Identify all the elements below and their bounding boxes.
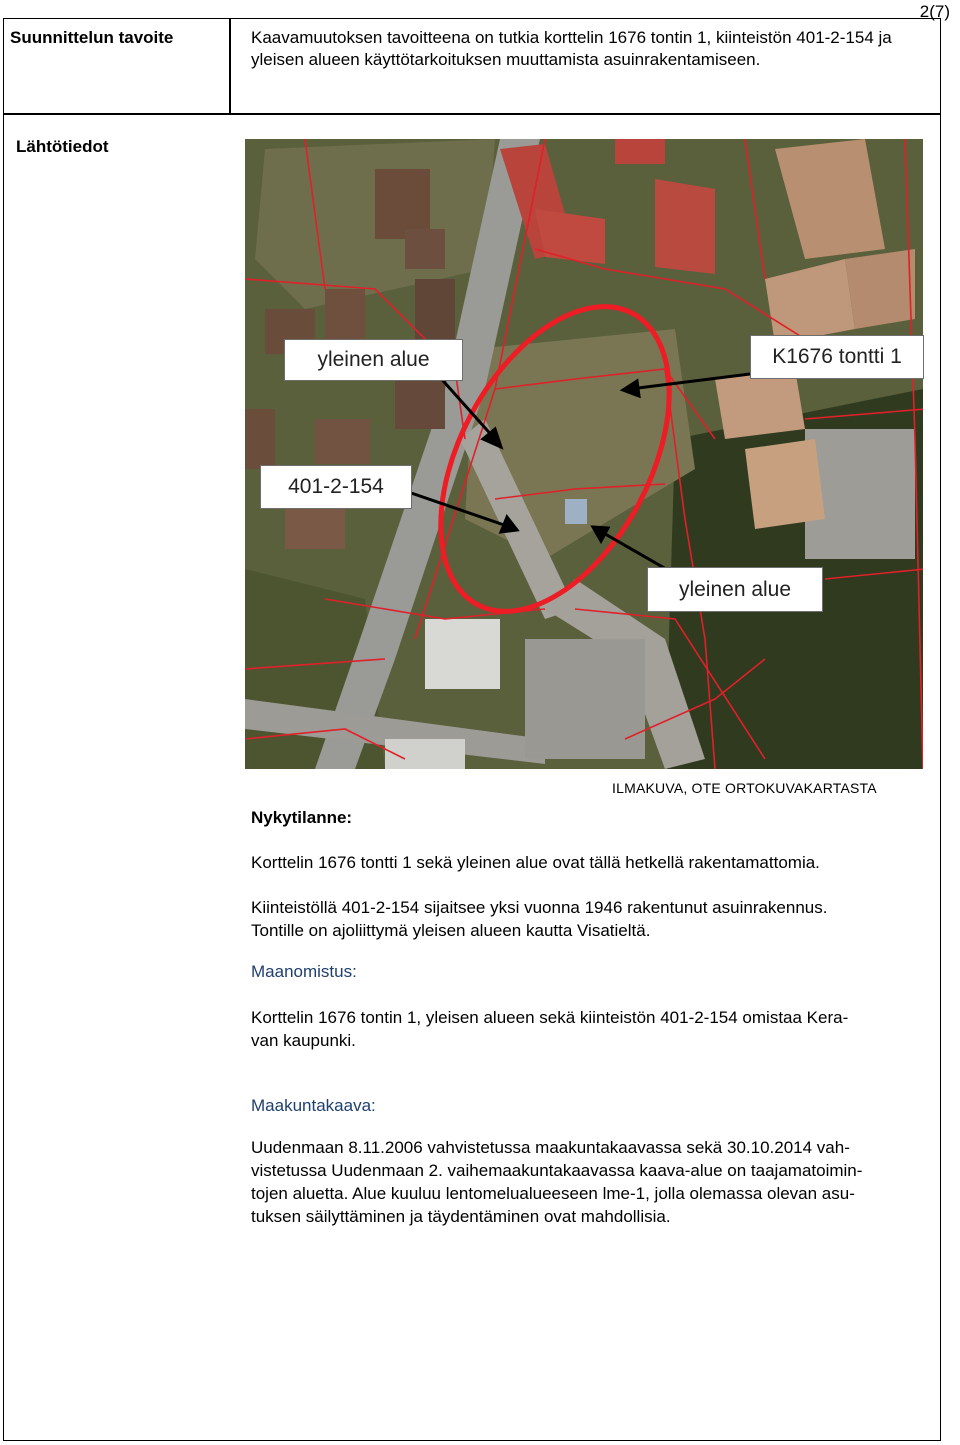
- aerial-map: [245, 139, 923, 769]
- goal-text: Kaavamuutoksen tavoitteena on tutkia korttelin 1676 tontin 1, kiinteistön 401-2-154 ja yleisen alueen käyttötarkoituksen muuttamista asuinrakentamiseen.: [251, 28, 892, 69]
- regional-plan-line-2: vistetussa Uudenmaan 2. vaihemaakuntakaavassa kaava-alue on taajamatoimin-: [251, 1161, 863, 1180]
- page-number: 2(7): [919, 2, 950, 21]
- ownership-text-line-1: Korttelin 1676 tontin 1, yleisen alueen sekä kiinteistön 401-2-154 omistaa Kera-: [251, 1008, 849, 1027]
- table-divider-horizontal: [3, 113, 941, 115]
- current-state-paragraph-1: Korttelin 1676 tontti 1 sekä yleinen alue ovat tällä hetkellä rakentamattomia.: [251, 853, 820, 872]
- regional-plan-line-3: tojen aluetta. Alue kuuluu lentomelualueeseen lme-1, jolla olemassa olevan asu-: [251, 1184, 855, 1203]
- current-state-paragraph-2b: Tontille on ajoliittymä yleisen alueen kautta Visatieltä.: [251, 921, 651, 940]
- callout-401-2-154: 401-2-154: [260, 465, 412, 509]
- current-state-paragraph-2a: Kiinteistöllä 401-2-154 sijaitsee yksi vuonna 1946 rakentunut asuinrakennus.: [251, 898, 828, 917]
- regional-plan-line-1: Uudenmaan 8.11.2006 vahvistetussa maakuntakaavassa sekä 30.10.2014 vah-: [251, 1138, 850, 1157]
- regional-plan-label: Maakuntakaava:: [251, 1096, 376, 1115]
- aerial-map-svg: [245, 139, 923, 769]
- ownership-text-line-2: van kaupunki.: [251, 1031, 356, 1050]
- callout-yleinen-alue-top: yleinen alue: [284, 339, 463, 381]
- current-state-label: Nykytilanne:: [251, 808, 353, 827]
- regional-plan-line-4: tuksen säilyttäminen ja täydentäminen ovat mahdollisia.: [251, 1207, 671, 1226]
- goal-label: Suunnittelun tavoite: [10, 28, 174, 47]
- callout-k1676-tontti-1: K1676 tontti 1: [750, 335, 924, 379]
- ownership-label: Maanomistus:: [251, 962, 357, 981]
- callout-yleinen-alue-bottom: yleinen alue: [647, 567, 823, 612]
- map-caption: ILMAKUVA, OTE ORTOKUVAKARTASTA: [612, 780, 877, 796]
- table-divider-vertical: [229, 18, 231, 114]
- background-label: Lähtötiedot: [16, 137, 109, 156]
